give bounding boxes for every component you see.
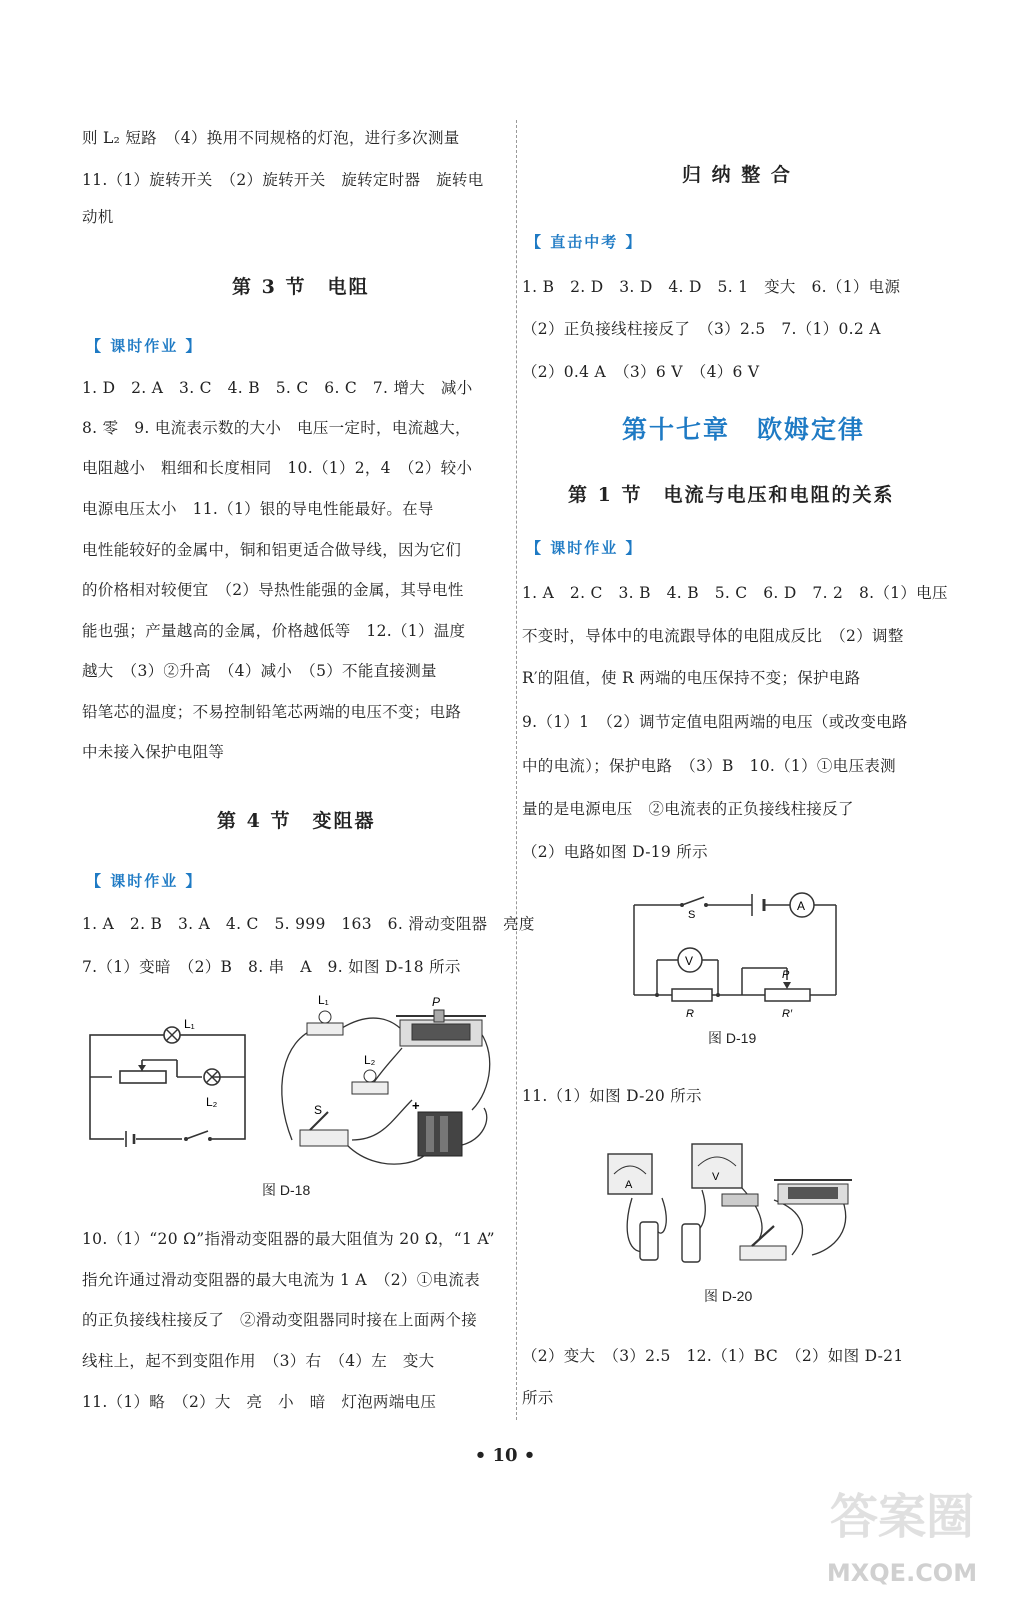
chapter-title: 第十七章 欧姆定律 <box>622 415 866 444</box>
label-a: A <box>797 899 806 913</box>
battery-drawing <box>412 1098 462 1156</box>
text-line: 的价格相对较便宜 （2）导热性能强的金属，其导电性 <box>82 581 464 599</box>
lamp-l1-drawing <box>307 993 343 1035</box>
label-p-physical: P <box>432 995 441 1009</box>
rheostat-drawing <box>396 995 486 1046</box>
lamp-l1-symbol <box>164 1027 180 1043</box>
page-number: • 10 • <box>474 1445 536 1466</box>
rheostat-r2-symbol <box>765 969 810 1020</box>
text-line: 8. 零 9. 电流表示数的大小 电压一定时，电流越大， <box>82 419 471 437</box>
text-line: 11.（1）如图 D-20 所示 <box>522 1087 702 1105</box>
text-line: 指允许通过滑动变阻器的最大电流为 1 A （2）①电流表 <box>82 1271 480 1289</box>
summary-tag: 【 直击中考 】 <box>526 233 643 251</box>
label-r: R <box>686 1008 694 1020</box>
summary-title: 归 纳 整 合 <box>682 164 792 186</box>
battery-symbol <box>124 1130 136 1148</box>
figure-d18-caption: 图 D-18 <box>262 1182 311 1198</box>
battery-symbol-d19 <box>752 894 764 916</box>
voltmeter-drawing <box>692 1144 742 1188</box>
text-line: 10.（1）“20 Ω”指滑动变阻器的最大阻值为 20 Ω，“1 A” <box>82 1230 495 1248</box>
label-s: S <box>688 909 696 921</box>
text-line: （2）正负接线柱接反了 （3）2.5 7.（1）0.2 A <box>522 320 881 338</box>
section-4-title: 第 4 节 变阻器 <box>217 810 376 832</box>
figure-d20 <box>602 1130 862 1280</box>
switch-drawing <box>300 1103 348 1146</box>
ammeter-drawing <box>608 1154 652 1194</box>
lamp-l2-drawing <box>352 1053 388 1094</box>
text-line: 线柱上，起不到变阻作用 （3）右 （4）左 变大 <box>82 1352 435 1370</box>
label-v: V <box>685 954 694 968</box>
text-line: 的正负接线柱接反了 ②滑动变阻器同时接在上面两个接 <box>82 1311 478 1329</box>
label-l2-physical: L₂ <box>364 1053 376 1067</box>
text-line: 则 L₂ 短路 （4）换用不同规格的灯泡，进行多次测量 <box>82 129 460 147</box>
figure-d20-caption: 图 D-20 <box>704 1288 753 1304</box>
text-line: 中未接入保护电阻等 <box>82 743 225 761</box>
label-l1: L₁ <box>184 1017 195 1031</box>
text-line: （2）0.4 A （3）6 V （4）6 V <box>522 363 760 381</box>
label-l1-physical: L₁ <box>318 993 329 1007</box>
text-line: 11.（1）略 （2）大 亮 小 暗 灯泡两端电压 <box>82 1393 437 1411</box>
voltmeter-symbol <box>678 948 702 972</box>
text-line: 铅笔芯的温度；不易控制铅笔芯两端的电压不变；电路 <box>82 703 462 721</box>
switch-s-symbol <box>680 897 708 921</box>
label-v-physical: V <box>712 1171 720 1183</box>
switch-drawing-d20 <box>740 1226 786 1260</box>
text-line: （2）电路如图 D-19 所示 <box>522 843 708 861</box>
text-line: 11.（1）旋转开关 （2）旋转开关 旋转定时器 旋转电 <box>82 171 484 189</box>
text-line: 量的是电源电压 ②电流表的正负接线柱接反了 <box>522 800 854 818</box>
figure-d19-caption: 图 D-19 <box>708 1030 757 1046</box>
watermark <box>812 1478 992 1593</box>
text-line: 中的电流）；保护电路 （3）B 10.（1）①电压表测 <box>522 757 896 775</box>
label-p: P <box>782 969 790 981</box>
battery-cells-drawing <box>640 1222 700 1262</box>
column-divider <box>516 120 517 1420</box>
label-a-physical: A <box>625 1179 633 1191</box>
figure-d19 <box>622 880 852 1020</box>
text-line: 电阻越小 粗细和长度相同 10.（1）2，4 （2）较小 <box>82 459 473 477</box>
text-line: 所示 <box>522 1389 554 1407</box>
label-plus: + <box>412 1098 420 1113</box>
text-line: 9.（1）1 （2）调节定值电阻两端的电压（或改变电路 <box>522 713 908 731</box>
resistor-r-symbol <box>655 989 720 1020</box>
section-1-tag: 【 课时作业 】 <box>526 539 643 557</box>
slider-arrow-icon <box>138 1065 146 1071</box>
text-line: 能也强；产量越高的金属，价格越低等 12.（1）温度 <box>82 622 466 640</box>
switch-symbol <box>182 1130 212 1148</box>
text-line: 电性能较好的金属中，铜和铝更适合做导线，因为它们 <box>82 541 462 559</box>
text-line: R′的阻值，使 R 两端的电压保持不变；保护电路 <box>522 669 861 687</box>
text-line: 电源电压太小 11.（1）银的导电性能最好。在导 <box>82 500 434 518</box>
section-4-tag: 【 课时作业 】 <box>86 872 203 890</box>
watermark-text: MXQE.COM <box>826 1559 978 1587</box>
watermark-logo: 答案圈 <box>829 1489 974 1545</box>
text-line: 7.（1）变暗 （2）B 8. 串 A 9. 如图 D-18 所示 <box>82 958 461 976</box>
text-line: 越大 （3）②升高 （4）减小 （5）不能直接测量 <box>82 662 437 680</box>
text-line: 1. B 2. D 3. D 4. D 5. 1 变大 6.（1）电源 <box>522 278 901 296</box>
text-line: 动机 <box>82 208 114 226</box>
label-r-prime: R′ <box>782 1008 793 1020</box>
text-line: 1. D 2. A 3. C 4. B 5. C 6. C 7. 增大 减小 <box>82 379 473 397</box>
ammeter-symbol <box>790 893 814 917</box>
text-line: 1. A 2. B 3. A 4. C 5. 999 163 6. 滑动变阻器 亮度 <box>82 915 535 933</box>
label-l2: L₂ <box>206 1095 218 1109</box>
section-1-title: 第 1 节 电流与电压和电阻的关系 <box>568 484 895 506</box>
section-3-tag: 【 课时作业 】 <box>86 337 203 355</box>
rheostat-drawing-d20 <box>774 1180 852 1204</box>
label-s-physical: S <box>314 1103 323 1117</box>
figure-d18 <box>82 990 512 1180</box>
text-line: 不变时，导体中的电流跟导体的电阻成反比 （2）调整 <box>522 627 904 645</box>
text-line: 1. A 2. C 3. B 4. B 5. C 6. D 7. 2 8.（1）电压 <box>522 584 948 602</box>
resistor-drawing <box>722 1194 758 1206</box>
text-line: （2）变大 （3）2.5 12.（1）BC （2）如图 D-21 <box>522 1347 904 1365</box>
section-3-title: 第 3 节 电阻 <box>232 276 370 298</box>
circuit-diagram-d18 <box>90 1035 245 1139</box>
